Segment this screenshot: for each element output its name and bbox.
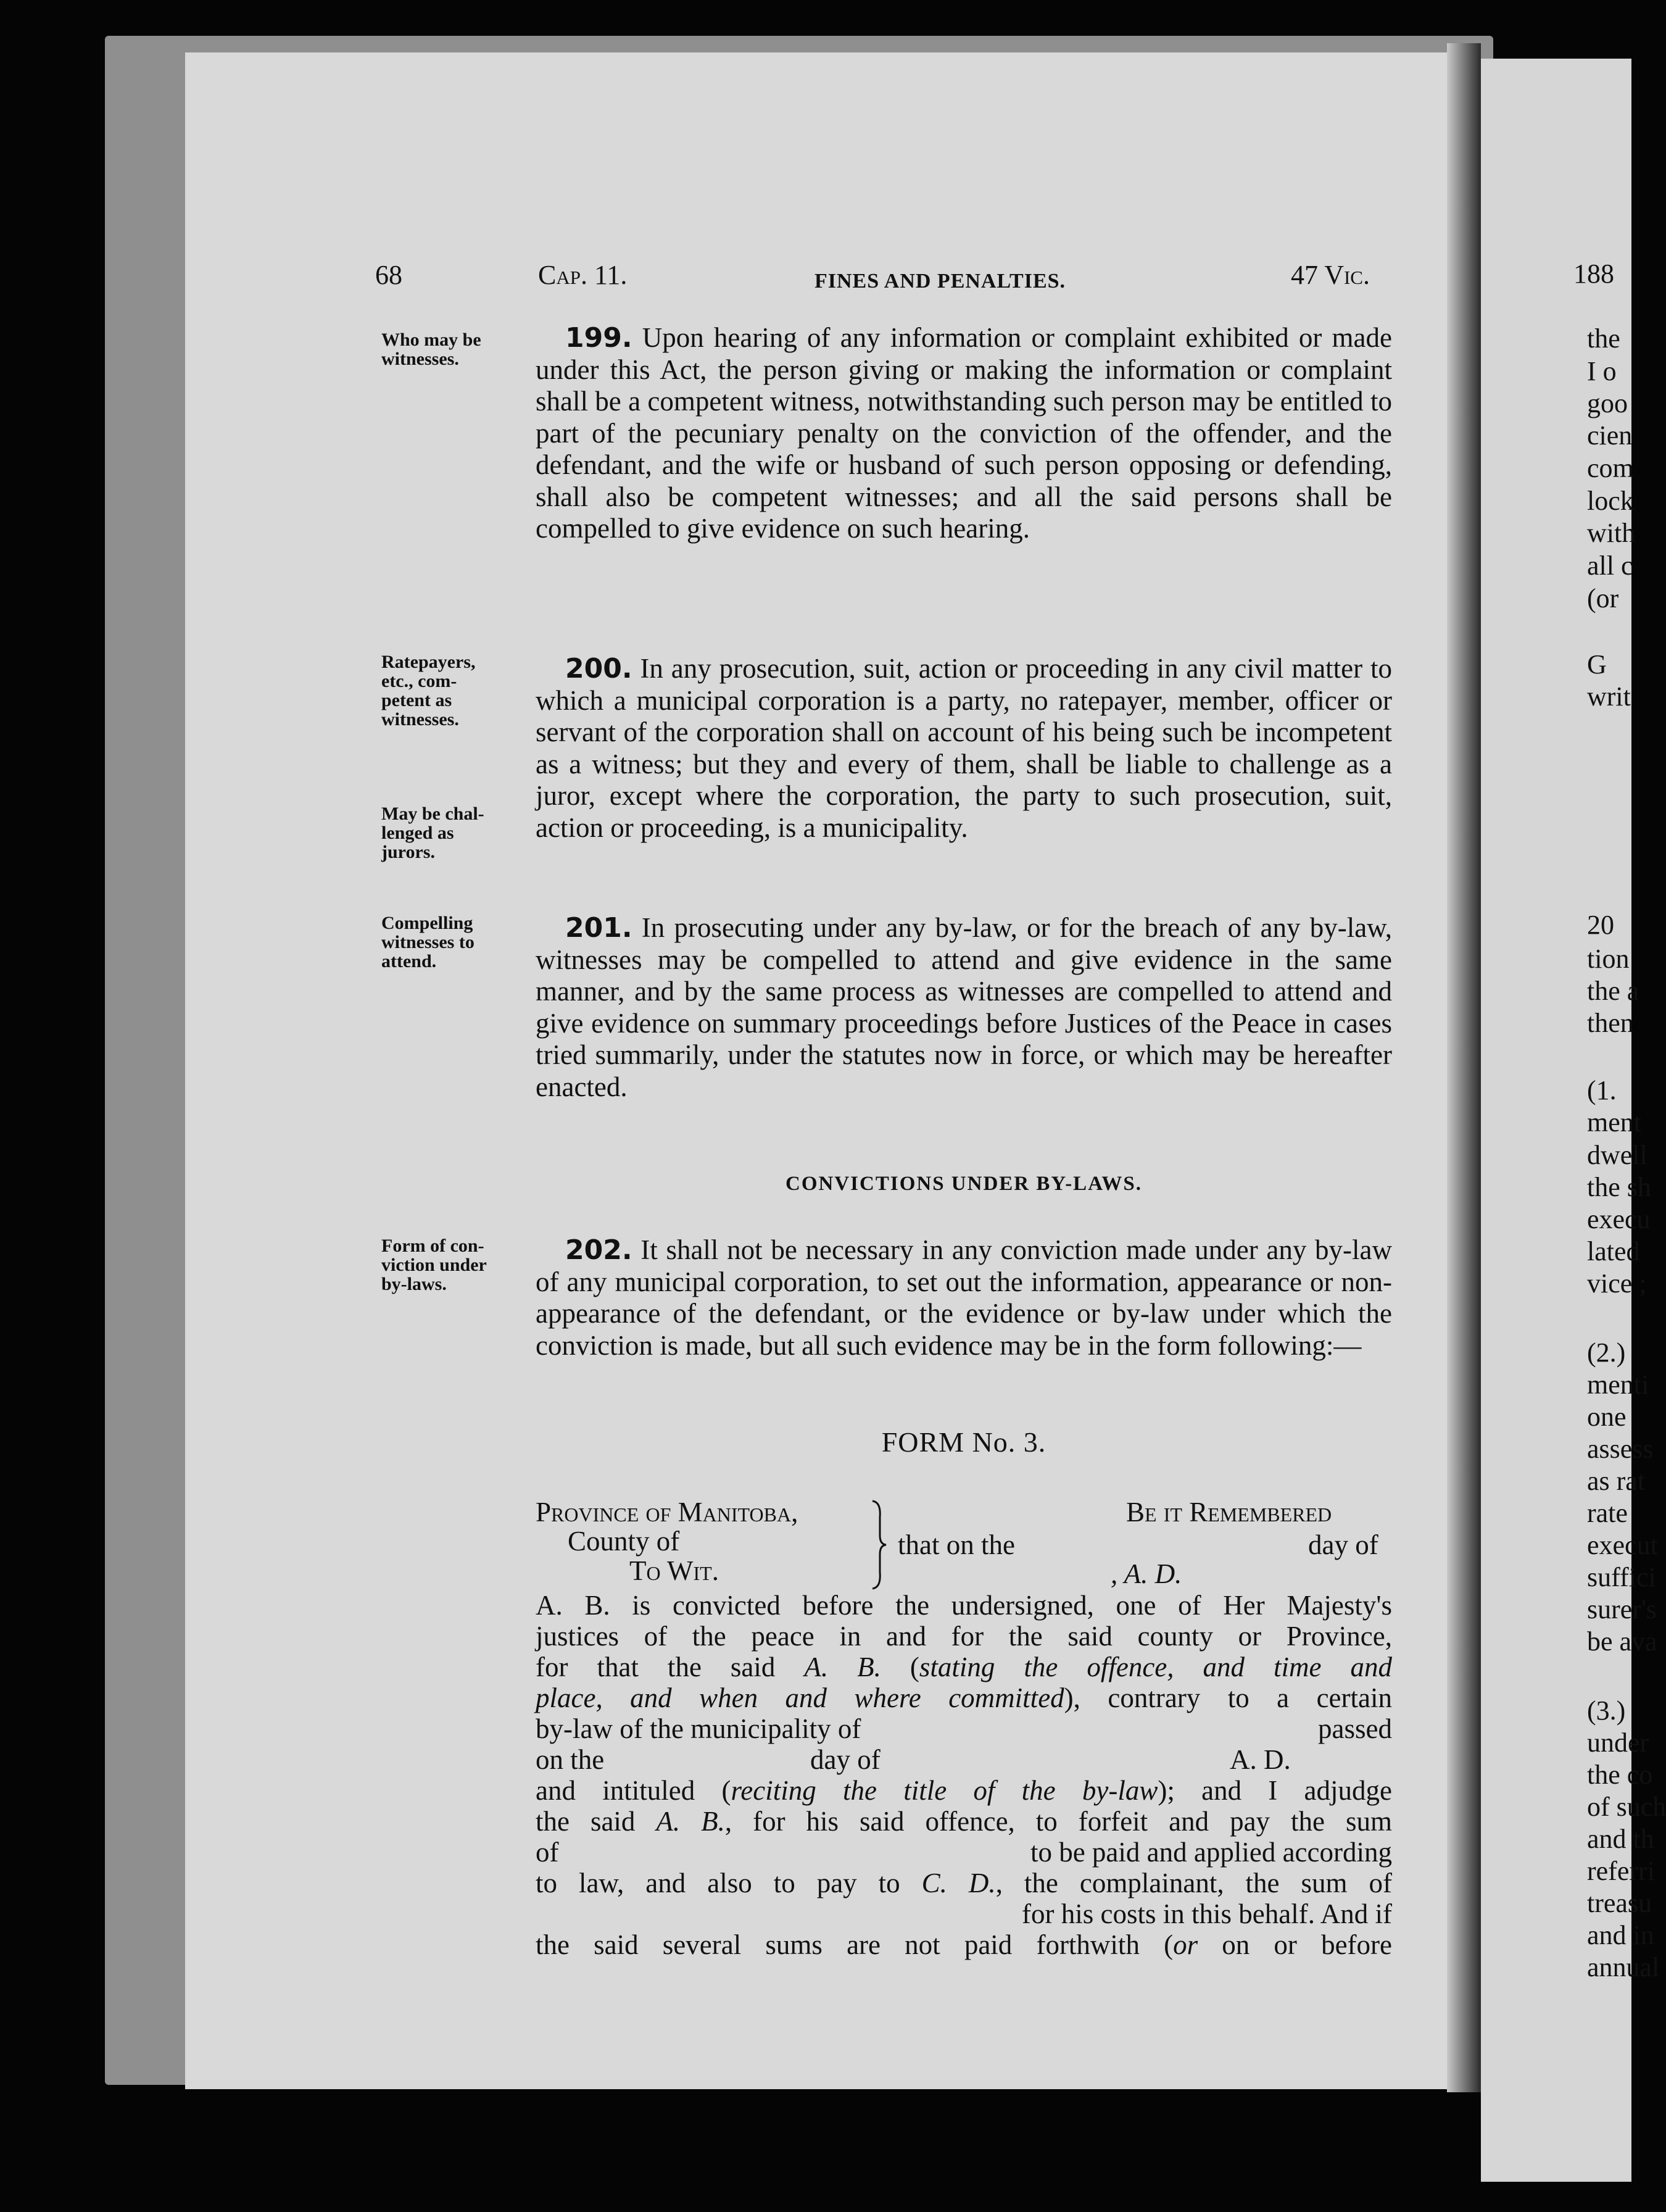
facing-page-line: with [1587, 518, 1636, 548]
facing-page-line: the [1587, 323, 1620, 354]
facing-page-line: G [1587, 649, 1607, 680]
form-line: for that the said A. B. (stating the offence, and time and [536, 1652, 1392, 1682]
form-line: of to be paid and applied according [536, 1837, 1392, 1868]
facing-page-line: all c [1587, 551, 1633, 581]
section-199 [536, 322, 1392, 545]
facing-page-line: dwell [1587, 1140, 1647, 1170]
section-201 [536, 912, 1392, 1103]
facing-page-line: ment [1587, 1107, 1641, 1137]
facing-page-line: (2.) [1587, 1337, 1626, 1368]
facing-page-line: goo [1587, 388, 1628, 418]
facing-page-line: referri [1587, 1856, 1655, 1886]
curly-brace [870, 1499, 887, 1591]
facing-page-line: writ [1587, 681, 1631, 712]
facing-page-line: (or [1587, 583, 1619, 613]
facing-page-line: 188 [1573, 259, 1614, 289]
facing-page-line: rate [1587, 1498, 1628, 1528]
facing-page [1481, 59, 1666, 2182]
facing-page-line: the co [1587, 1760, 1653, 1790]
regnal-year: 47 Vic. [1291, 260, 1370, 290]
facing-page-line: I o [1587, 356, 1617, 386]
form-line: place, and when and where committed), contrary to a certain [536, 1682, 1392, 1713]
facing-page-line: suffici [1587, 1562, 1656, 1592]
form-line: on the day of A. D. [536, 1744, 1291, 1775]
form-province: Province of Manitoba, [536, 1497, 798, 1528]
side-note-202: Form of con- viction under by-laws. [381, 1236, 487, 1294]
form-line: to law, and also to pay to C. D., the complainant, the sum of [536, 1868, 1393, 1898]
facing-page-line: and in [1587, 1920, 1654, 1950]
facing-page-line: 20 [1587, 910, 1614, 940]
form-line: the said several sums are not paid forthwith (or on or before [536, 1929, 1393, 1960]
facing-page-line: treasu [1587, 1888, 1652, 1918]
facing-page-line: of such [1587, 1792, 1666, 1822]
section-200 [536, 653, 1392, 844]
form-title: FORM No. 3. [881, 1426, 1046, 1458]
section-text: It shall not be necessary in any conviction made under any by-law of any municipal corporation, to set out the information, appearance or non-appearance of the defendant, or the evidence or by-law under which the conviction is made, but all such evidence may be in the form following:— [536, 1234, 1393, 1361]
facing-page-line: cien [1587, 420, 1633, 451]
section-text: Upon hearing of any information or complaint exhibited or made under this Act, the person giving or making the information or complaint shall be a competent witness, notwithstanding such person may be entitled to part of the pecuniary penalty on the conviction of the offender, and the defendant, and the wife or husband of such person opposing or defending, shall also be competent witnesses; and all the said persons shall be compelled to give evidence on such hearing. [536, 322, 1392, 544]
facing-page-line: be ava [1587, 1626, 1657, 1657]
section-number: 200. [565, 653, 632, 684]
facing-page-line: the sh [1587, 1172, 1651, 1202]
facing-page-line: lock [1587, 486, 1634, 516]
chapter-label: Cap. 11. [538, 260, 628, 290]
form-ad: , A. D. [1111, 1558, 1182, 1589]
facing-page-line: vice ; [1587, 1268, 1647, 1299]
facing-page-line: (1. [1587, 1075, 1617, 1105]
facing-page-line: the a [1587, 976, 1639, 1006]
section-202 [536, 1234, 1392, 1362]
form-to-wit: To Wit. [629, 1555, 719, 1586]
side-note-200b: May be chal- lenged as jurors. [381, 804, 484, 862]
facing-page-line: lated [1587, 1236, 1640, 1266]
running-title: FINES AND PENALTIES. [814, 270, 1066, 293]
section-heading: CONVICTIONS UNDER BY-LAWS. [785, 1173, 1142, 1195]
form-line: justices of the peace in and for the said county or Province, [536, 1621, 1392, 1652]
facing-page-line: as rat [1587, 1466, 1646, 1496]
section-number: 201. [565, 912, 632, 944]
facing-page-line: assess [1587, 1434, 1654, 1464]
facing-page-line: under [1587, 1728, 1649, 1758]
section-text: In prosecuting under any by-law, or for the breach of any by-law, witnesses may be compelled to attend and give evidence in the same manner, and by the same process as witnesses are compelled to attend and give evidence on summary proceedings before Justices of the Peace in cases tried summarily, under the statutes now in force, or which may be hereafter enacted. [536, 912, 1393, 1102]
form-day-of: day of [1308, 1529, 1378, 1560]
form-line: the said A. B., for his said offence, to forfeit and pay the sum [536, 1806, 1392, 1837]
facing-page-line: annual [1587, 1952, 1660, 1982]
facing-page-line: (3.) [1587, 1695, 1626, 1726]
facing-page-line: execut [1587, 1530, 1658, 1560]
facing-page-line: surer's [1587, 1594, 1657, 1624]
side-note-201: Compelling witnesses to attend. [381, 913, 475, 971]
facing-page-line: com [1587, 453, 1634, 483]
section-text: In any prosecution, suit, action or proceeding in any civil matter to which a municipal corporation is a party, no ratepayer, member, officer or servant of the corporation shall on account of his being such be incompetent as a witness; but they and every of them, shall be liable to challenge as a juror, except where the corporation, the party to such prosecution, suit, action or proceeding, is a municipality. [536, 653, 1392, 843]
form-that-on: that on the [898, 1529, 1015, 1560]
section-number: 202. [565, 1234, 632, 1266]
facing-page-line: menti [1587, 1370, 1649, 1400]
facing-page-line: one [1587, 1402, 1627, 1432]
form-line: and intituled (reciting the title of the by-law); and I adjudge [536, 1775, 1392, 1806]
facing-page-line: then [1587, 1008, 1634, 1038]
section-number: 199. [565, 322, 632, 354]
form-line: by-law of the municipality of passed [536, 1713, 1392, 1744]
facing-page-line: and th [1587, 1824, 1654, 1854]
form-be-it: Be it Remembered [1126, 1497, 1332, 1528]
form-county: County of [568, 1526, 680, 1557]
book-gutter [1447, 43, 1481, 2092]
facing-page-line: tion [1587, 944, 1630, 974]
facing-page-line: execu [1587, 1204, 1651, 1234]
page-number: 68 [375, 260, 402, 290]
side-note-199: Who may be witnesses. [381, 330, 481, 369]
side-note-200: Ratepayers, etc., com- petent as witnesses. [381, 652, 476, 730]
form-line: A. B. is convicted before the undersigned, one of Her Majesty's [536, 1590, 1392, 1621]
